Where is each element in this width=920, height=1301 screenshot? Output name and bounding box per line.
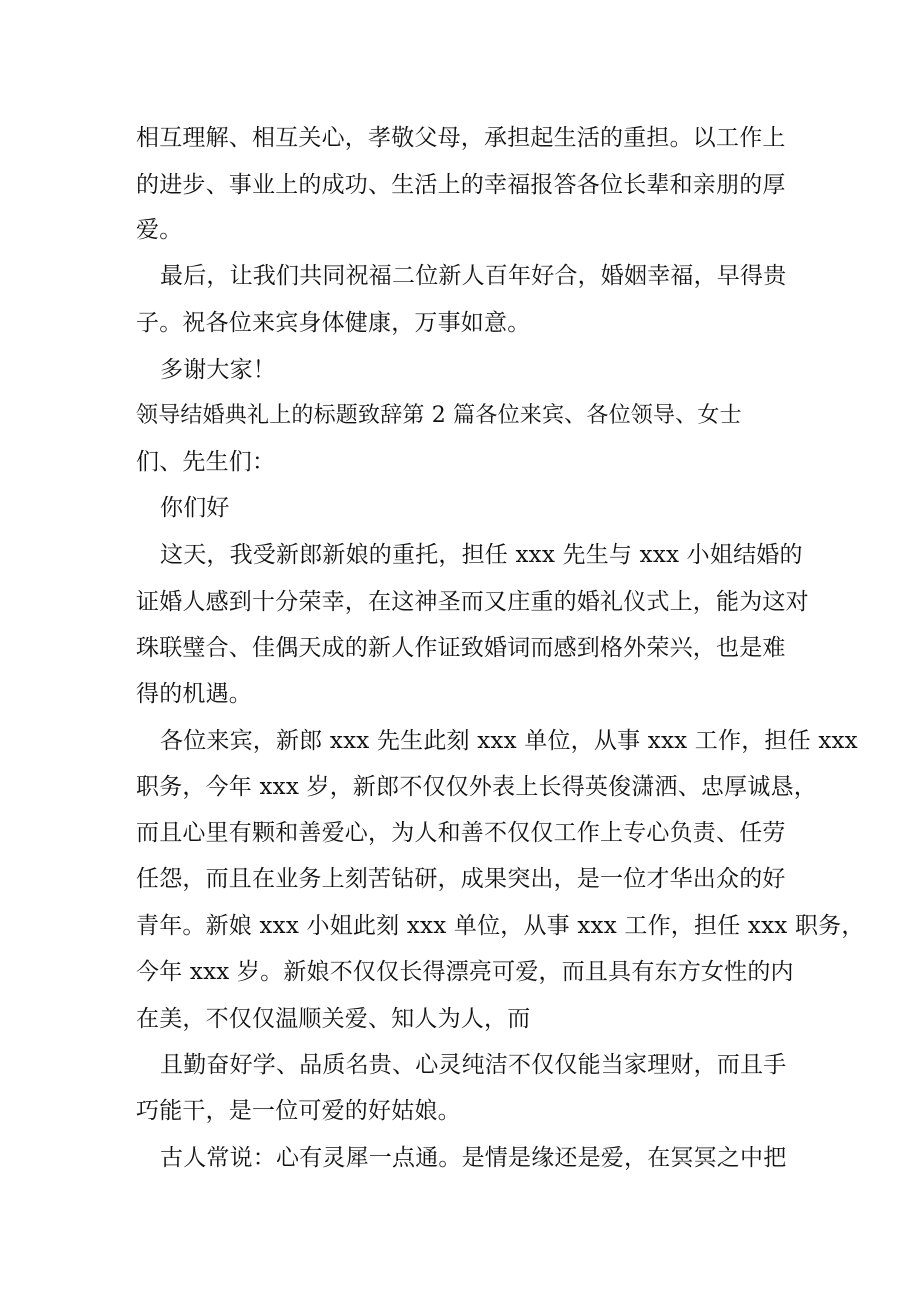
paragraph-start: 多谢大家！: [160, 357, 276, 383]
text-line: 子。祝各位来宾身体健康，万事如意。: [136, 310, 531, 336]
text-line: 证婚人感到十分荣幸，在这神圣而又庄重的婚礼仪式上，能为这对: [136, 589, 809, 615]
text-line: 在美，不仅仅温顺关爱、知人为人，而: [136, 1006, 531, 1032]
paragraph-start: 且勤奋好学、品质名贵、心灵纯洁不仅仅能当家理财，而且手: [160, 1052, 787, 1078]
paragraph-start: 各位来宾，新郎 xxx 先生此刻 xxx 单位，从事 xxx 工作，担任 xxx: [160, 728, 858, 754]
text-line: 爱。: [136, 217, 183, 243]
paragraph-start: 古人常说：心有灵犀一点通。是情是缘还是爱，在冥冥之中把: [160, 1145, 787, 1171]
text-line: 的进步、事业上的成功、生活上的幸福报答各位长辈和亲朋的厚: [136, 172, 786, 198]
text-line: 相互理解、相互关心，孝敬父母，承担起生活的重担。以工作上: [136, 125, 786, 151]
text-line: 巧能干，是一位可爱的好姑娘。: [136, 1098, 461, 1124]
text-line: 而且心里有颗和善爱心，为人和善不仅仅工作上专心负责、任劳: [136, 820, 786, 846]
text-line: 青年。新娘 xxx 小姐此刻 xxx 单位，从事 xxx 工作，担任 xxx 职务，: [136, 913, 865, 939]
paragraph-start: 这天，我受新郎新娘的重托，担任 xxx 先生与 xxx 小姐结婚的: [160, 542, 803, 568]
text-line: 珠联璧合、佳偶天成的新人作证致婚词而感到格外荣兴，也是难: [136, 635, 786, 661]
text-line: 们、先生们：: [136, 449, 276, 475]
section-heading: 领导结婚典礼上的标题致辞第 2 篇各位来宾、各位领导、女士: [136, 403, 742, 428]
text-line: 职务，今年 xxx 岁，新郎不仅仅外表上长得英俊潇洒、忠厚诚恳，: [136, 774, 817, 800]
paragraph-start: 你们好: [160, 495, 230, 521]
text-line: 得的机遇。: [136, 681, 252, 707]
text-line: 今年 xxx 岁。新娘不仅仅长得漂亮可爱，而且具有东方女性的内: [136, 959, 794, 985]
text-line: 任怨，而且在业务上刻苦钻研，成果突出，是一位才华出众的好: [136, 866, 786, 892]
paragraph-start: 最后，让我们共同祝福二位新人百年好合，婚姻幸福，早得贵: [160, 263, 787, 289]
